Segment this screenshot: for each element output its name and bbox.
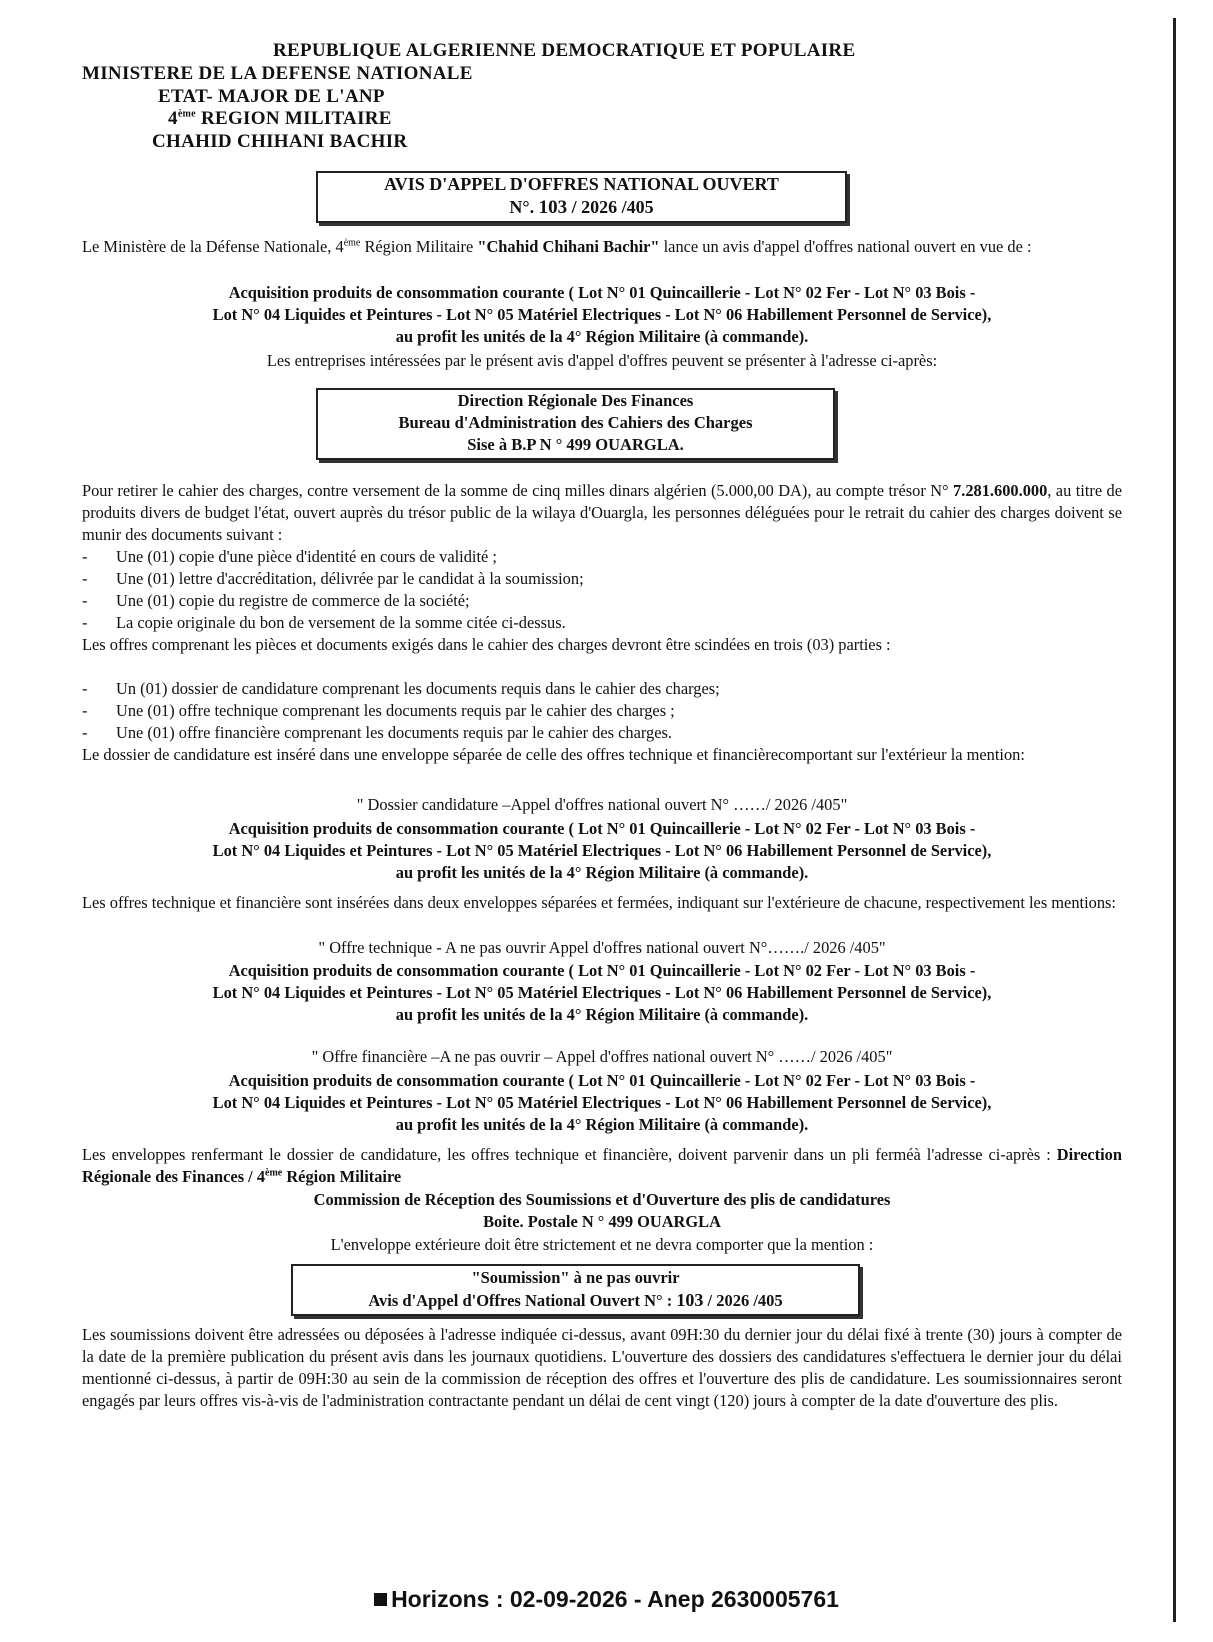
retrait-paragraph: Pour retirer le cahier des charges, contre versement de la somme de cinq milles dinars algérien (5.000,00 DA), au compte trésor N° 7.281.600.000, au titre de produits divers de budget l'état, ouvert auprès du trésor public de la wilaya d'Ouargla, les personnes déléguées pour le retrait du cahier des charges doivent se munir des documents suivant :: [82, 481, 1123, 544]
list-item: - Une (01) offre technique comprenant les documents requis par le cahier des charges ;: [82, 700, 1122, 722]
dossier-paragraph: Le dossier de candidature est inséré dans une enveloppe séparée de celle des offres technique et financièrecomportant sur l'extérieur la mention:: [82, 745, 1025, 764]
object-block-3: Acquisition produits de consommation courante ( Lot N° 01 Quincaillerie - Lot N° 02 Fer - Lot N° 03 Bois - Lot N° 04 Liquides et Peintures - Lot N° 05 Matériel Electriques - Lot N° 06 Habillement Personnel de Service), au profit les unités de la 4° Région Militaire (à commande).: [212, 961, 992, 1024]
offres-list: [82, 678, 1122, 744]
footer-publication: Horizons : 02-09-2026 - Anep 2630005761: [0, 1586, 1213, 1613]
square-bullet-icon: [374, 1593, 387, 1606]
header-chahid: CHAHID CHIHANI BACHIR: [152, 131, 408, 152]
list-item: - Une (01) copie d'une pièce d'identité en cours de validité ;: [82, 546, 1122, 568]
title-line: AVIS D'APPEL D'OFFRES NATIONAL OUVERT: [384, 174, 779, 194]
exterior-paragraph: L'enveloppe extérieure doit être strictement et ne devra comporter que la mention :: [330, 1235, 874, 1254]
intro-paragraph: Le Ministère de la Défense Nationale, 4ème Région Militaire "Chahid Chihani Bachir" lance un avis d'appel d'offres national ouvert en vue de :: [82, 237, 1032, 256]
list-item: - Un (01) dossier de candidature comprenant les documents requis dans le cahier des charges;: [82, 678, 1122, 700]
header-etat-major: ETAT- MAJOR DE L'ANP: [158, 86, 385, 107]
title-box: [316, 171, 847, 223]
header-republic: REPUBLIQUE ALGERIENNE DEMOCRATIQUE ET POPULAIRE: [273, 40, 856, 61]
envelopes-paragraph: Les enveloppes renfermant le dossier de candidature, les offres technique et financière, doivent parvenir dans un pli ferméà l'adresse ci-après : Direction Régionale des Finances / 4ème Région Militaire: [82, 1145, 1122, 1186]
retrait-list: [82, 546, 1122, 634]
commission-address: Commission de Réception des Soumissions et d'Ouverture des plis de candidatures Boite. Postale N ° 499 OUARGLA: [313, 1190, 891, 1231]
mention-technique: " Offre technique - A ne pas ouvrir Appel d'offres national ouvert N°……./ 2026 /405": [318, 938, 886, 957]
list-item: - Une (01) lettre d'accréditation, délivrée par le candidat à la soumission;: [82, 568, 1122, 590]
address-intro: Les entreprises intéressées par le présent avis d'appel d'offres peuvent se présenter à l'adresse ci-après:: [266, 351, 938, 370]
list-item: - La copie originale du bon de versement de la somme citée ci-dessus.: [82, 612, 1122, 634]
offres-intro: Les offres comprenant les pièces et documents exigés dans le cahier des charges devront être scindées en trois (03) parties :: [82, 635, 891, 654]
list-item: - Une (01) copie du registre de commerce de la société;: [82, 590, 1122, 612]
title-number-line: N°. 103 / 2026 /405: [509, 197, 654, 218]
header-region: 4ème REGION MILITAIRE: [168, 108, 392, 129]
submission-box: "Soumission" à ne pas ouvrir Avis d'Appel d'Offres National Ouvert N° : 103 / 2026 /405: [291, 1264, 860, 1316]
tech-fin-paragraph: Les offres technique et financière sont insérées dans deux enveloppes séparées et fermées, indiquant sur l'extérieure de chacune, respectivement les mentions:: [82, 893, 1116, 912]
address-box: Direction Régionale Des Finances Bureau d'Administration des Cahiers des Charges Sise à B.P N ° 499 OUARGLA.: [316, 388, 835, 460]
mention-financiere: " Offre financière –A ne pas ouvrir – Appel d'offres national ouvert N° ……/ 2026 /405": [311, 1047, 893, 1066]
header-ministry: MINISTERE DE LA DEFENSE NATIONALE: [82, 63, 473, 84]
object-block-4: Acquisition produits de consommation courante ( Lot N° 01 Quincaillerie - Lot N° 02 Fer - Lot N° 03 Bois - Lot N° 04 Liquides et Peintures - Lot N° 05 Matériel Electriques - Lot N° 06 Habillement Personnel de Service), au profit les unités de la 4° Région Militaire (à commande).: [212, 1071, 992, 1134]
object-block-1: Acquisition produits de consommation courante ( Lot N° 01 Quincaillerie - Lot N° 02 Fer - Lot N° 03 Bois - Lot N° 04 Liquides et Peintures - Lot N° 05 Matériel Electriques - Lot N° 06 Habillement Personnel de Service), au profit les unités de la 4° Région Militaire (à commande).: [212, 283, 992, 346]
list-item: - Une (01) offre financière comprenant les documents requis par le cahier des charges.: [82, 722, 1122, 744]
object-block-2: Acquisition produits de consommation courante ( Lot N° 01 Quincaillerie - Lot N° 02 Fer - Lot N° 03 Bois - Lot N° 04 Liquides et Peintures - Lot N° 05 Matériel Electriques - Lot N° 06 Habillement Personnel de Service), au profit les unités de la 4° Région Militaire (à commande).: [212, 819, 992, 882]
final-paragraph: Les soumissions doivent être adressées ou déposées à l'adresse indiquée ci-dessus, avant 09H:30 du dernier jour du délai fixé à trente (30) jours à compter de la date de la première publication du présent avis dans les journaux quotidiens. L'ouverture des dossiers des candidatures s'effectuera le dernier jour du délai mentionné ci-dessus, à partir de 09H:30 au sein de la commission de réception des offres et l'ouverture des plis de candidature. Les soumissionnaires seront engagés par leurs offres vis-à-vis de l'administration contractante pendant un délai de cent vingt (120) jours à compter de la date d'ouverture des plis.: [82, 1325, 1122, 1410]
mention-dossier: " Dossier candidature –Appel d'offres national ouvert N° ……/ 2026 /405": [356, 795, 848, 814]
